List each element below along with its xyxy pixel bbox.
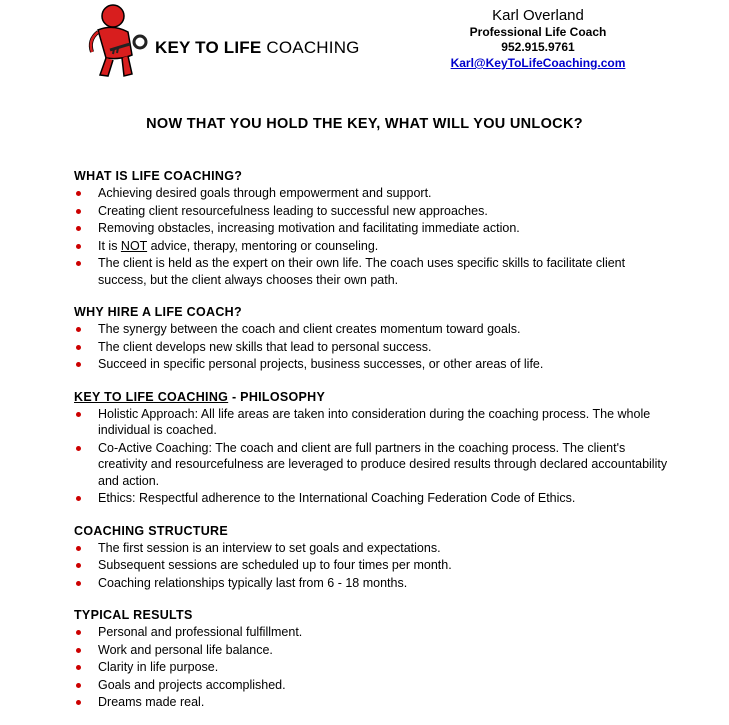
logo-word-light: COACHING bbox=[266, 38, 360, 57]
contact-title: Professional Life Coach bbox=[469, 25, 607, 39]
list-item: Creating client resourcefulness leading to successful new approaches. bbox=[74, 203, 674, 220]
list-item: Co-Active Coaching: The coach and client are full partners in the coaching process. The client's creativity and resourcefulness are leveraged to produce desired results through declared accountability and action. bbox=[74, 440, 674, 490]
list-structure bbox=[74, 540, 674, 592]
section-title-why: WHY HIRE A LIFE COACH? bbox=[74, 305, 242, 319]
philosophy-brand: KEY TO LIFE COACHING bbox=[74, 389, 229, 404]
section-title-results: TYPICAL RESULTS bbox=[74, 608, 193, 622]
logo bbox=[80, 0, 380, 80]
logo-word-bold: KEY TO LIFE bbox=[155, 38, 262, 57]
item-text: advice, therapy, mentoring or counseling. bbox=[147, 238, 379, 253]
list-item: Goals and projects accomplished. bbox=[74, 677, 674, 694]
list-item: Holistic Approach: All life areas are taken into consideration during the coaching process. The whole individual is coached. bbox=[74, 406, 674, 439]
emphasis-not: NOT bbox=[120, 238, 148, 253]
contact-phone: 952.915.9761 bbox=[501, 40, 575, 54]
contact-block bbox=[420, 7, 656, 71]
list-item: Personal and professional fulfillment. bbox=[74, 624, 674, 641]
list-item: Work and personal life balance. bbox=[74, 642, 674, 659]
list-item: Clarity in life purpose. bbox=[74, 659, 674, 676]
philosophy-suffix: - PHILOSOPHY bbox=[228, 389, 326, 404]
list-why bbox=[74, 321, 674, 373]
list-item: The client is held as the expert on their own life. The coach uses specific skills to facilitate client success, but the client always chooses their own path. bbox=[74, 255, 674, 288]
logo-wordmark bbox=[155, 38, 360, 58]
section-title-what: WHAT IS LIFE COACHING? bbox=[74, 169, 243, 183]
list-item: Coaching relationships typically last from 6 - 18 months. bbox=[74, 575, 674, 592]
list-item: Achieving desired goals through empowerment and support. bbox=[74, 185, 674, 202]
item-text: It is bbox=[98, 238, 121, 253]
list-item: Subsequent sessions are scheduled up to four times per month. bbox=[74, 557, 674, 574]
list-item: Ethics: Respectful adherence to the International Coaching Federation Code of Ethics. bbox=[74, 490, 674, 507]
list-item: Succeed in specific personal projects, business successes, or other areas of life. bbox=[74, 356, 674, 373]
page-headline: NOW THAT YOU HOLD THE KEY, WHAT WILL YOU UNLOCK? bbox=[146, 116, 583, 132]
key-figure-icon bbox=[80, 0, 160, 80]
contact-email-link[interactable]: Karl@KeyToLifeCoaching.com bbox=[450, 56, 626, 70]
list-item: The synergy between the coach and client creates momentum toward goals. bbox=[74, 321, 674, 338]
contact-name: Karl Overland bbox=[492, 7, 584, 24]
list-what bbox=[74, 185, 674, 288]
section-title-philosophy bbox=[74, 389, 674, 406]
section-title-structure: COACHING STRUCTURE bbox=[74, 523, 229, 538]
list-item: Removing obstacles, increasing motivation and facilitating immediate action. bbox=[74, 220, 674, 237]
list-philosophy bbox=[74, 406, 674, 507]
main-content bbox=[74, 168, 674, 712]
list-item: The first session is an interview to set goals and expectations. bbox=[74, 540, 674, 557]
list-results bbox=[74, 624, 674, 711]
list-item: The client develops new skills that lead to personal success. bbox=[74, 339, 674, 356]
list-item: Dreams made real. bbox=[74, 694, 674, 711]
list-item bbox=[74, 238, 674, 255]
